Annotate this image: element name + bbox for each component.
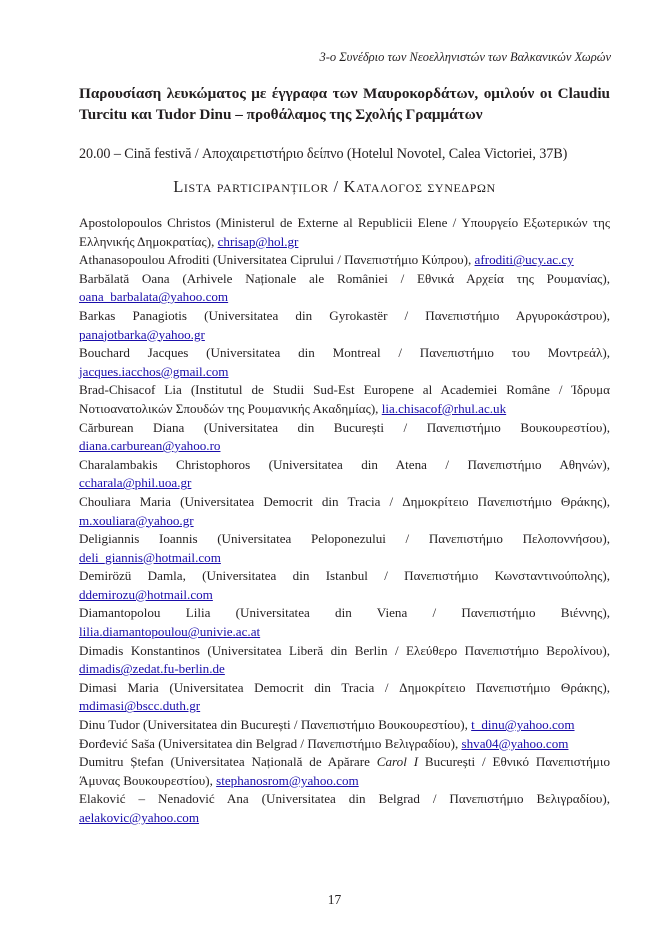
participant-text-italic: Carol I <box>376 754 419 770</box>
participant-entry <box>79 214 610 251</box>
email-link[interactable]: lilia.diamantopoulou@univie.ac.at <box>79 624 261 640</box>
email-link[interactable]: deli_giannis@hotmail.com <box>79 549 221 565</box>
email-link[interactable]: afroditi@ucy.ac.cy <box>474 252 574 268</box>
event-title: Παρουσίαση λευκώματος με έγγραφα των Μαυροκορδάτων, ομιλούν οι Claudiu Turcitu και Tudor Dinu – προθάλαμος της Σχολής Γραμμάτων <box>79 85 610 123</box>
participant-entry <box>79 344 610 381</box>
email-link[interactable]: aelakovic@yahoo.com <box>79 810 200 825</box>
participant-entry <box>79 270 610 307</box>
email-link[interactable]: chrisap@hol.gr <box>217 233 299 249</box>
email-link[interactable]: shva04@yahoo.com <box>461 735 569 751</box>
participant-entry <box>79 251 610 270</box>
participant-text: Barkas Panagiotis (Universitatea din Gyrokastër / Πανεπιστήμιο Αργυροκάστρου), <box>79 307 610 323</box>
participant-text: Deligiannis Ioannis (Universitatea Peloponezului / Πανεπιστήμιο Πελοποννήσου), <box>79 531 610 547</box>
email-link[interactable]: ccharala@phil.uoa.gr <box>79 475 192 491</box>
email-link[interactable]: mdimasi@bscc.duth.gr <box>79 698 201 714</box>
participant-entry <box>79 642 610 679</box>
email-link[interactable]: lia.chisacof@rhul.ac.uk <box>381 400 507 416</box>
participant-text: Apostolopoulos Christos (Ministerul de Externe al Republicii Elene / Υπουργείο Εξωτερικών της Ελληνικής Δημοκρατίας), <box>79 215 610 249</box>
participant-entry <box>79 716 610 735</box>
participant-text: Demirözü Damla, (Universitatea din Istanbul / Πανεπιστήμιο Κωνσταντινούπολης), <box>79 568 610 584</box>
page-number: 17 <box>327 892 342 907</box>
participant-text: Đorđević Saša (Universitatea din Belgrad / Πανεπιστήμιο Βελιγραδίου), <box>79 735 462 751</box>
participant-entry <box>79 753 610 790</box>
participant-text: Charalambakis Christophoros (Universitatea din Atena / Πανεπιστήμιο Αθηνών), <box>79 456 610 472</box>
email-link[interactable]: jacques.iacchos@gmail.com <box>79 363 229 379</box>
participant-entry <box>79 679 610 716</box>
participant-entry <box>79 790 610 827</box>
participant-text: Elaković – Nenadović Ana (Universitatea din Belgrad / Πανεπιστήμιο Βελιγραδίου), <box>79 791 610 807</box>
participant-text: București / Εθνικό Πανεπιστήμιο Άμυνας Βουκουρεστίου), <box>79 754 610 788</box>
email-link[interactable]: t_dinu@yahoo.com <box>471 717 575 733</box>
participant-entry <box>79 530 610 567</box>
participant-text: Bouchard Jacques (Universitatea din Montreal / Πανεπιστήμιο του Μοντρεάλ), <box>79 345 610 361</box>
email-link[interactable]: ddemirozu@hotmail.com <box>79 586 213 602</box>
participant-text: Diamantopolou Lilia (Universitatea din Viena / Πανεπιστήμιο Βιέννης), <box>79 605 610 621</box>
participant-text: Dinu Tudor (Universitatea din București / Πανεπιστήμιο Βουκουρεστίου), <box>79 717 472 733</box>
participant-text: Chouliara Maria (Universitatea Democrit din Tracia / Δημοκρίτειο Πανεπιστήμιο Θράκης), <box>79 493 610 509</box>
email-link[interactable]: oana_barbalata@yahoo.com <box>79 289 229 305</box>
participant-text: Brad-Chisacof Lia (Institutul de Studii Sud-Est Europene al Academiei Române / Ίδρυμα Νοτιοανατολικών Σπουδών της Ρουμανικής Ακαδημίας), <box>79 382 610 416</box>
participant-text: Athanasopoulou Afroditi (Universitatea Ciprului / Πανεπιστήμιο Κύπρου), <box>79 252 475 268</box>
participant-entry <box>79 307 610 344</box>
email-link[interactable]: panajotbarka@yahoo.gr <box>79 326 205 342</box>
participant-entry <box>79 493 610 530</box>
participants-heading: Lista participanților / Καταλογος συνεδρων <box>173 177 496 196</box>
email-link[interactable]: stephanosrom@yahoo.com <box>216 772 359 788</box>
participant-entry <box>79 604 610 641</box>
running-header: 3-ο Συνέδριο των Νεοελληνιστών των Βαλκανικών Χωρών <box>319 50 611 64</box>
participant-text: Dimadis Konstantinos (Universitatea Liberă din Berlin / Ελεύθερο Πανεπιστήμιο Βερολίνου), <box>79 642 610 658</box>
participant-entry <box>79 456 610 493</box>
participant-text: Cărburean Diana (Universitatea din București / Πανεπιστήμιο Βουκουρεστίου), <box>79 419 610 435</box>
email-link[interactable]: dimadis@zedat.fu-berlin.de <box>79 661 225 677</box>
email-link[interactable]: diana.carburean@yahoo.ro <box>79 438 221 454</box>
participant-entry <box>79 735 610 754</box>
participant-text: Barbălată Oana (Arhivele Naționale ale României / Εθνικά Αρχεία της Ρουμανίας), <box>79 270 610 286</box>
participant-text: Dumitru Ștefan (Universitatea Națională de Apărare <box>79 754 377 770</box>
participant-entry <box>79 381 610 418</box>
participants-list <box>79 214 610 828</box>
email-link[interactable]: m.xouliara@yahoo.gr <box>79 512 194 528</box>
dinner-line: 20.00 – Cină festivă / Αποχαιρετιστήριο δείπνο (Hotelul Novotel, Calea Victoriei, 37B) <box>79 146 568 162</box>
participant-entry <box>79 419 610 456</box>
participant-entry <box>79 567 610 604</box>
participant-text: Dimasi Maria (Universitatea Democrit din Tracia / Δημοκρίτειο Πανεπιστήμιο Θράκης), <box>79 679 610 695</box>
